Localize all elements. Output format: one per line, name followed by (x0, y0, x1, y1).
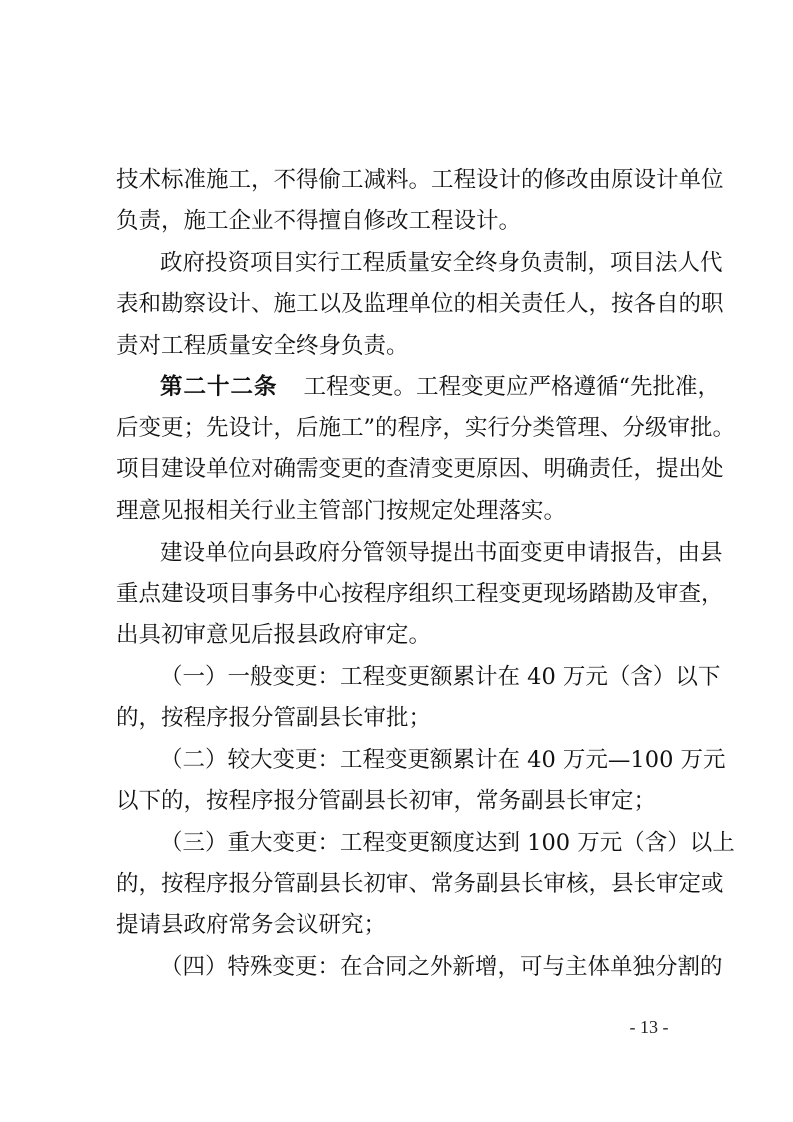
page-number: - 13 - (629, 1017, 669, 1037)
list-item-line: 提请县政府常务会议研究； (116, 912, 387, 938)
paragraph-line: 出具初审意见后报县政府审定。 (116, 622, 432, 648)
list-item-line: 的，按程序报分管副县长初审、常务副县长审核，县长审定或 (116, 871, 724, 897)
paragraph-line: 建设单位向县政府分管领导提出书面变更申请报告，由县 (160, 540, 723, 566)
list-item-line: 以下的，按程序报分管副县长初审，常务副县长审定； (116, 788, 657, 814)
paragraph-line: 责对工程质量安全终身负责。 (116, 333, 409, 359)
list-item-line: （三）重大变更：工程变更额度达到 100 万元（含）以上 (160, 830, 735, 856)
article-heading: 第二十二条 (160, 374, 278, 400)
paragraph-line: 表和勘察设计、施工以及监理单位的相关责任人，按各自的职 (116, 291, 724, 317)
paragraph-line: 重点建设项目事务中心按程序组织工程变更现场踏勘及审查， (116, 581, 724, 607)
paragraph-line: 理意见报相关行业主管部门按规定处理落实。 (116, 498, 567, 524)
list-item-line: 的，按程序报分管副县长审批； (116, 705, 432, 731)
list-item-line: （四）特殊变更：在合同之外新增，可与主体单独分割的 (160, 954, 723, 980)
list-item-line: （二）较大变更：工程变更额累计在 40 万元—100 万元 (160, 747, 726, 773)
paragraph-line: 项目建设单位对确需变更的查清变更原因、明确责任，提出处 (116, 456, 724, 482)
list-item-line: （一）一般变更：工程变更额累计在 40 万元（含）以下 (160, 664, 721, 690)
paragraph-line: 负责，施工企业不得擅自修改工程设计。 (116, 208, 522, 234)
paragraph-line: 技术标准施工，不得偷工减料。工程设计的修改由原设计单位 (116, 167, 724, 193)
paragraph-line: 后变更；先设计，后施工”的程序，实行分类管理、分级审批。 (116, 415, 736, 441)
article-text: 工程变更。工程变更应严格遵循“先批准， (303, 374, 721, 400)
paragraph-line: 政府投资项目实行工程质量安全终身负责制，项目法人代 (160, 250, 723, 276)
article-line (160, 372, 721, 402)
